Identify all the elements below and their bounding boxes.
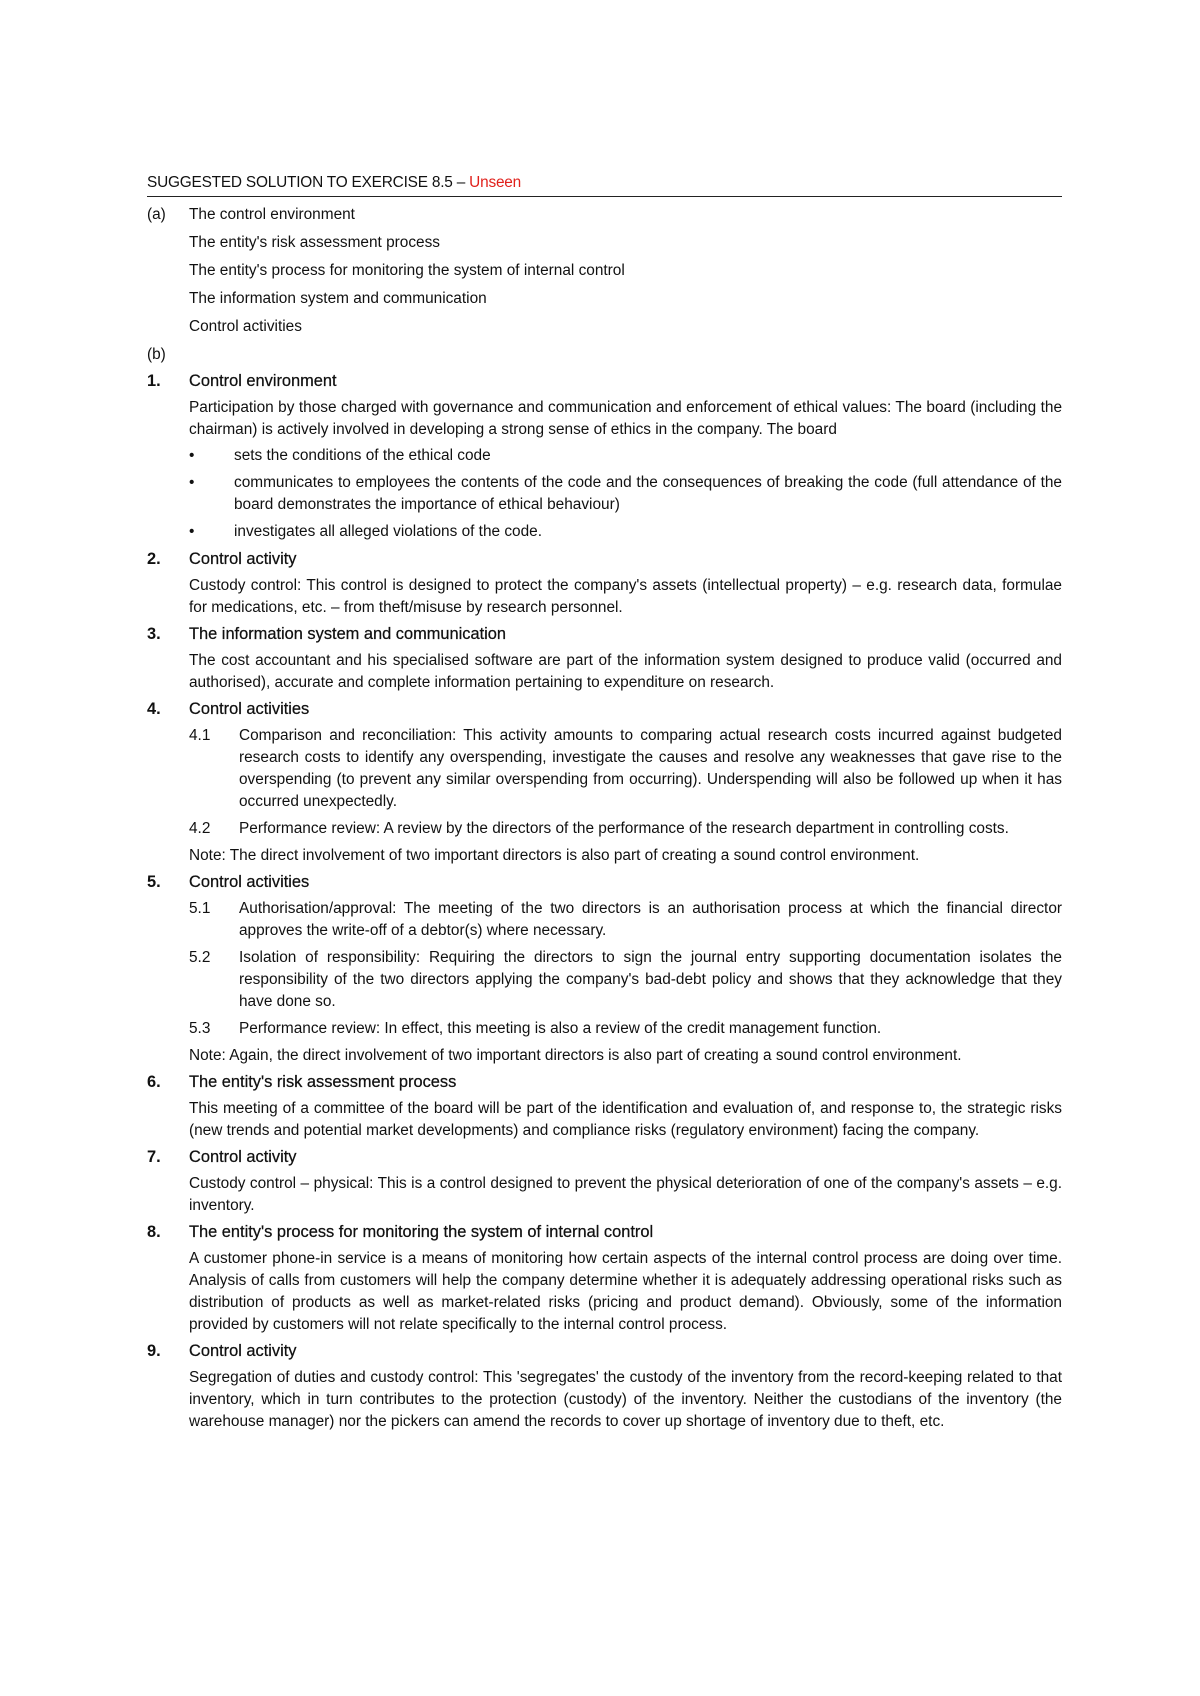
section-number: 9. (147, 1342, 161, 1360)
section-3 (147, 623, 1062, 694)
sub-item (189, 947, 1062, 1013)
bullet-icon: • (189, 474, 195, 491)
bullet-text: communicates to employees the contents of the code and the consequences of breaking the code (full attendance of the board demonstrates the importance of ethical behaviour) (234, 474, 1062, 513)
title-prefix: SUGGESTED SOLUTION TO EXERCISE 8.5 – (147, 174, 470, 191)
section-paragraph: Custody control: This control is designed to protect the company's assets (intellectual property) – e.g. research data, formulae for medications, etc. – from theft/misuse by research personnel. (189, 577, 1062, 616)
list-item (189, 521, 1062, 543)
section-note: Note: Again, the direct involvement of two important directors is also part of creating a sound control environment. (189, 1047, 962, 1064)
section-number: 2. (147, 550, 161, 568)
section-4 (147, 698, 1062, 867)
title-highlight: Unseen (469, 174, 522, 191)
sub-item-text: Authorisation/approval: The meeting of the two directors is an authorisation process at which the financial director approves the write-off of a debtor(s) where necessary. (239, 900, 1062, 939)
section-number: 6. (147, 1073, 161, 1091)
section-title: Control environment (189, 372, 337, 390)
section-title: The information system and communication (189, 625, 507, 643)
section-title: Control activities (189, 873, 310, 891)
section-number: 8. (147, 1223, 161, 1241)
section-note: Note: The direct involvement of two important directors is also part of creating a sound control environment. (189, 847, 920, 864)
section-7 (147, 1146, 1062, 1217)
section-title: Control activity (189, 1148, 297, 1166)
section-title: The entity's risk assessment process (189, 1073, 457, 1091)
part-a-item: Control activities (189, 318, 302, 335)
section-6 (147, 1071, 1062, 1142)
section-paragraph: The cost accountant and his specialised software are part of the information system designed to produce valid (occurred and authorised), accurate and complete information pertaining to expenditure on research. (189, 652, 1062, 691)
sub-item-number: 5.2 (189, 949, 211, 966)
document-title (147, 172, 1062, 197)
section-5 (147, 871, 1062, 1067)
bullet-text: sets the conditions of the ethical code (234, 447, 491, 464)
sub-item-number: 5.3 (189, 1020, 211, 1037)
sub-item (189, 725, 1062, 813)
sub-item-text: Performance review: A review by the directors of the performance of the research department in controlling costs. (239, 820, 1009, 837)
section-paragraph: This meeting of a committee of the board will be part of the identification and evaluation of, and response to, the strategic risks (new trends and potential market developments) and compliance risks (regulatory environment) facing the company. (189, 1100, 1062, 1139)
sub-item (189, 1018, 1062, 1040)
section-8 (147, 1221, 1062, 1336)
part-a-item: The control environment (189, 206, 355, 223)
section-number: 5. (147, 873, 161, 891)
part-a-item: The entity's process for monitoring the system of internal control (189, 262, 625, 279)
sub-item (189, 818, 1062, 840)
sub-item-text: Comparison and reconciliation: This activity amounts to comparing actual research costs incurred against budgeted research costs to identify any overspending, investigate the causes and resolve any weaknesses that gave rise to the overspending (to prevent any similar overspending from occurring). Underspending will also be followed up when it has occurred unexpectedly. (239, 727, 1062, 810)
document-page (147, 172, 1062, 1437)
bullet-list (147, 445, 1062, 543)
sub-item-text: Isolation of responsibility: Requiring the directors to sign the journal entry supporting documentation isolates the responsibility of the two directors applying the company's bad-debt policy and shows that they acknowledge that they have done so. (239, 949, 1062, 1010)
section-2 (147, 548, 1062, 619)
section-title: Control activity (189, 550, 297, 568)
section-paragraph: A customer phone-in service is a means of monitoring how certain aspects of the internal control process are doing over time. Analysis of calls from customers will help the company determine whether it is adequately addressing operational risks such as distribution of products as well as market-related risks (pricing and product demand). Obviously, some of the information provided by customers will not relate specifically to the internal control process. (189, 1250, 1062, 1333)
part-a-label: (a) (147, 206, 166, 223)
section-number: 3. (147, 625, 161, 643)
bullet-icon: • (189, 447, 195, 464)
part-b-label: (b) (147, 346, 166, 363)
section-title: The entity's process for monitoring the system of internal control (189, 1223, 654, 1241)
sub-item-number: 4.2 (189, 820, 211, 837)
sub-item-number: 5.1 (189, 900, 211, 917)
sub-item (189, 898, 1062, 942)
section-paragraph: Custody control – physical: This is a control designed to prevent the physical deterioration of one of the company's assets – e.g. inventory. (189, 1175, 1062, 1214)
section-paragraph: Segregation of duties and custody control: This 'segregates' the custody of the inventory from the record-keeping related to that inventory, which in turn contributes to the protection (custody) of the inventory. Neither the custodians of the inventory (the warehouse manager) nor the pickers can amend the records to cover up shortage of inventory due to theft, etc. (189, 1369, 1062, 1430)
part-a (147, 204, 1062, 338)
section-title: Control activity (189, 1342, 297, 1360)
section-number: 4. (147, 700, 161, 718)
section-1 (147, 370, 1062, 543)
part-a-item: The entity's risk assessment process (189, 234, 440, 251)
sub-item-number: 4.1 (189, 727, 211, 744)
section-number: 7. (147, 1148, 161, 1166)
section-title: Control activities (189, 700, 310, 718)
section-number: 1. (147, 372, 161, 390)
list-item (189, 472, 1062, 516)
list-item (189, 445, 1062, 467)
part-a-item: The information system and communication (189, 290, 487, 307)
section-paragraph: Participation by those charged with governance and communication and enforcement of ethical values: The board (including the chairman) is actively involved in developing a strong sense of ethics in the company. The board (189, 399, 1062, 438)
sub-item-text: Performance review: In effect, this meeting is also a review of the credit management function. (239, 1020, 882, 1037)
section-9 (147, 1340, 1062, 1433)
bullet-icon: • (189, 523, 195, 540)
bullet-text: investigates all alleged violations of the code. (234, 523, 543, 540)
